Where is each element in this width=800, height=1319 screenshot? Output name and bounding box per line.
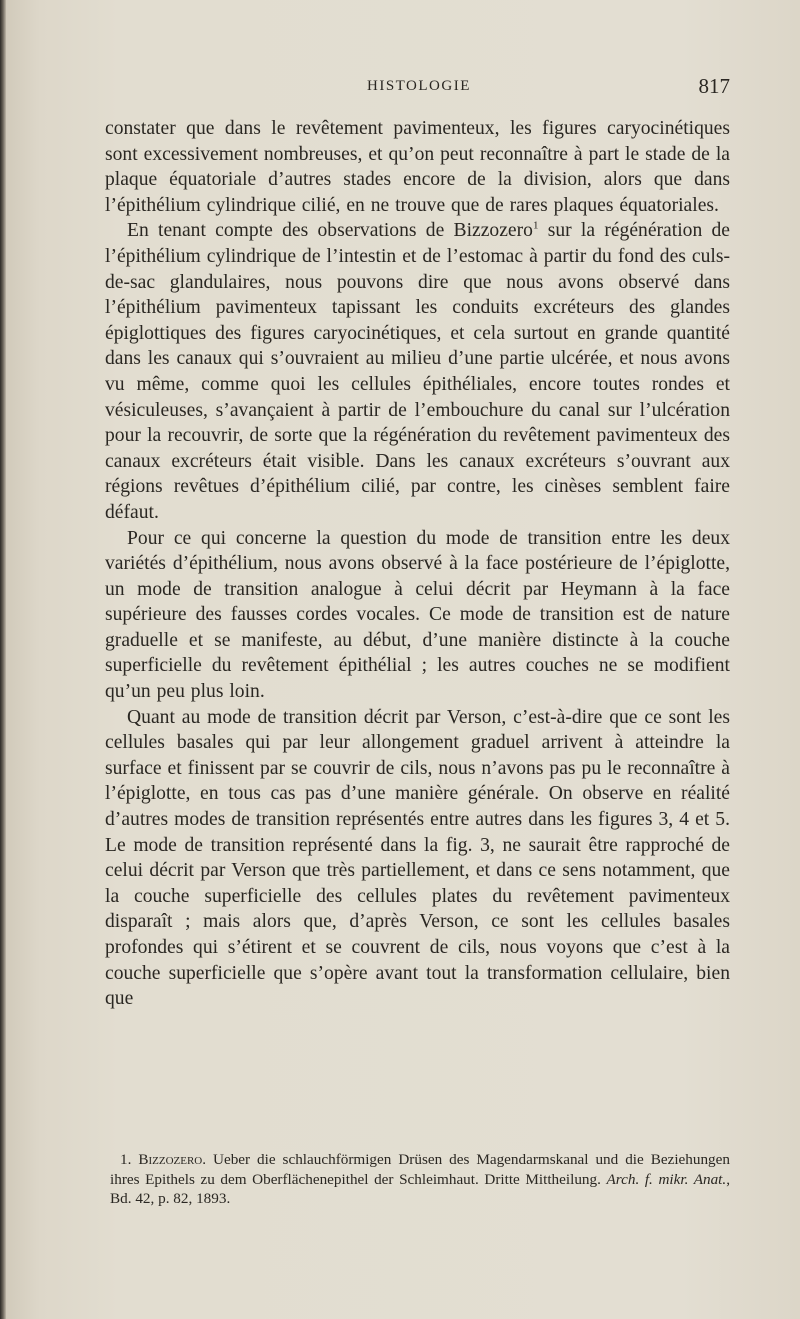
page-number: 817 — [698, 74, 730, 98]
footnote-1 — [110, 1150, 730, 1209]
paragraph-3: Pour ce qui concerne la question du mode de transition entre les deux variétés d’épithélium, nous avons observé à la face postérieure de l’épiglotte, un mode de transition analogue à celui décrit par Heymann à la face supérieure des fausses cordes vocales. Ce mode de transition est de nature graduelle et se manifeste, au début, d’une manière distincte à la couche superficielle du revêtement épithélial ; les autres couches ne se modifient qu’un peu plus loin. — [105, 527, 730, 703]
footnotes — [110, 1150, 730, 1209]
paragraph-1: constater que dans le revêtement pavimenteux, les figures caryocinétiques sont excessivement nombreuses, et qu’on peut reconnaître à part le stade de la plaque équatoriale d’autres stades encore de la division, alors que dans l’épithélium cylindrique cilié, en ne trouve que de rares plaques équatoriales. — [105, 118, 730, 216]
footnote-author: Bizzozero. — [138, 1151, 207, 1168]
footnote-journal: Arch. f. mikr. Anat. — [606, 1170, 727, 1188]
paragraph-4: Quant au mode de transition décrit par Verson, c’est-à-dire que ce sont les cellules basales qui par leur allongement graduel arrivent à atteindre la surface et finissent par se couvrir de cils, nous n’avons pas pu le reconnaître à l’épiglotte, en tous cas pas d’une manière générale. On observe en réalité d’autres modes de transition représentés entre autres dans les figures 3, 4 et 5. Le mode de transition représenté dans la fig. 3, ne saurait être rapproché de celui décrit par Verson que très partiellement, et dans ce sens notamment, que la couche superficielle des cellules plates du revêtement pavimenteux disparaît ; mais alors que, d’après Verson, ce sont les cellules basales profondes qui s’étirent et se couvrent de cils, nous voyons que c’est à la couche superficielle que s’opère avant tout la transformation cellulaire, bien que — [105, 706, 730, 1010]
paragraph-2-rest: sur la régénération de l’épithélium cylindrique de l’intestin et de l’estomac à partir du fond des culs-de-sac glandulaires, nous pouvons dire que nous avons observé dans l’épithélium pavimenteux tapissant les conduits excréteurs des glandes épiglottiques des figures caryocinétiques, et cela surtout en grande quantité dans les canaux qui s’ouvraient au milieu d’une partie ulcérée, et nous avons vu même, comme quoi les cellules épithéliales, encore toutes rondes et vésiculeuses, s’avançaient à partir de l’embouchure du canal sur l’ulcération pour la recouvrir, de sorte que la régénération du revêtement pavimenteux des canaux excréteurs était visible. Dans les canaux excréteurs s’ouvrant aux régions revêtues d’épithélium cilié, par contre, les cinèses semblent faire défaut. — [105, 220, 730, 523]
footnote-title: Ueber die schlauchförmigen Drüsen des Magendarmskanal und die Beziehungen ihres Epithels zu dem Oberflächenepithel der Schleimhaut. Dritte Mittheilung. — [110, 1151, 730, 1188]
running-head: HISTOLOGIE — [367, 78, 471, 94]
footnote-number: 1. — [120, 1151, 132, 1168]
footnote-citation: , Bd. 42, p. 82, 1893. — [110, 1170, 730, 1207]
page-binding-edge — [0, 0, 6, 1319]
paragraph-2 — [105, 218, 730, 525]
paragraph-2-start: En tenant compte des observations de Bizzozero — [127, 220, 533, 242]
page-header — [105, 74, 730, 104]
footnote-reference: 1 — [532, 219, 539, 232]
body-text — [105, 116, 730, 1012]
